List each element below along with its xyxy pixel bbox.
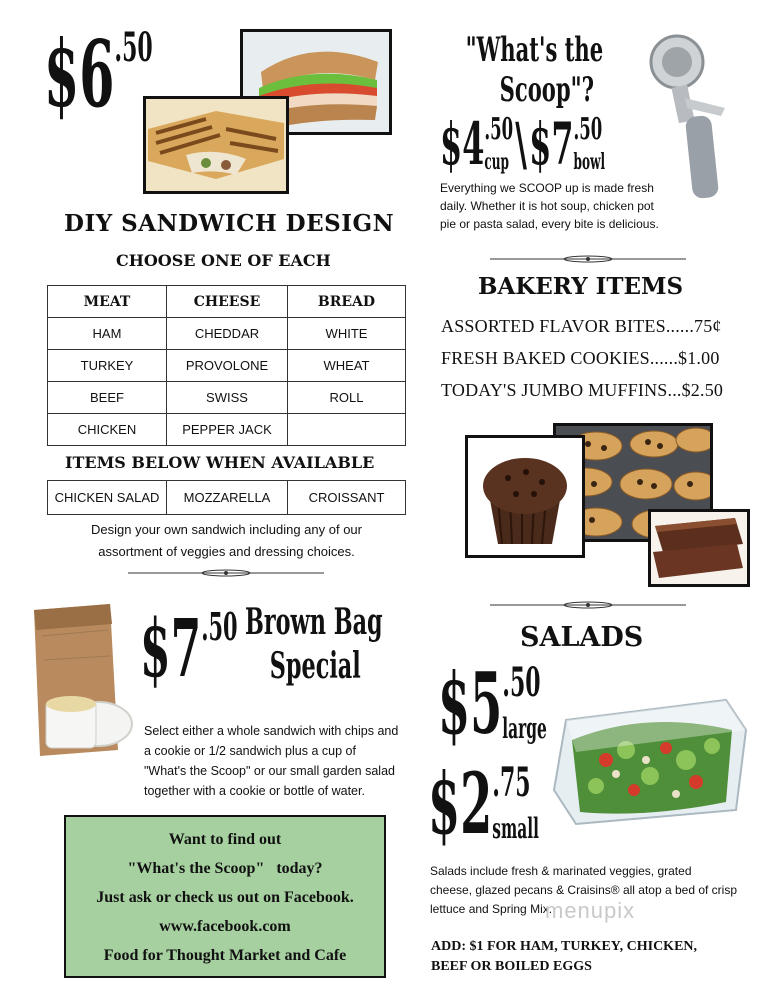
sandwich-subtitle: CHOOSE ONE OF EACH [116, 251, 331, 270]
brown-bag-description-line: "What's the Scoop" or our small garden salad [144, 764, 395, 778]
bakery-item: ASSORTED FLAVOR BITES......75¢ [441, 316, 722, 336]
table-header-cheese: CHEESE [167, 286, 288, 318]
brown-bag-title [245, 600, 383, 688]
brown-bag-description-line: Select either a whole sandwich with chips and [144, 724, 399, 738]
table-row [48, 382, 406, 414]
table-cell: CHEDDAR [167, 318, 288, 350]
available-heading: ITEMS BELOW WHEN AVAILABLE [65, 453, 375, 472]
brown-bag-price-cents: .50 [201, 604, 238, 649]
sandwich-price-dollars: $6 [44, 20, 115, 128]
table-cell: TURKEY [48, 350, 167, 382]
salads-addon-line: BEEF OR BOILED EGGS [431, 959, 592, 974]
scoop-description-line: Everything we SCOOP up is made fresh [440, 181, 654, 195]
fb-box-line: Food for Thought Market and Cafe [103, 947, 347, 964]
ornament-divider [490, 600, 686, 610]
table-cell: BEEF [48, 382, 167, 414]
scoop-prices [440, 110, 606, 178]
salad-container-illustration [546, 690, 752, 830]
fb-box-line: "What's the Scoop" today? [127, 860, 323, 877]
sandwich-description [47, 519, 406, 563]
panini-photo [143, 96, 289, 194]
table-cell: MOZZARELLA [167, 481, 288, 515]
muffin-photo [465, 435, 585, 558]
brown-bag-title-line: Brown Bag [245, 601, 383, 643]
brown-bag-illustration [28, 600, 140, 760]
fb-box-line: Just ask or check us out on Facebook. [96, 889, 354, 906]
brown-bag-price [140, 601, 238, 695]
bowl-unit: bowl [573, 149, 606, 175]
table-cell: SWISS [167, 382, 288, 414]
bowl-cents: .50 [573, 112, 603, 147]
table-row [48, 414, 406, 446]
salad-small-cents: .75 [492, 759, 531, 806]
ice-cream-scoop-icon [645, 28, 735, 202]
table-header-row [48, 286, 406, 318]
table-cell: CHICKEN [48, 414, 167, 446]
table-cell: PROVOLONE [167, 350, 288, 382]
salads-addon-line: ADD: $1 FOR HAM, TURKEY, CHICKEN, [431, 939, 698, 954]
ornament-divider [128, 568, 324, 578]
table-cell: WHEAT [288, 350, 406, 382]
sandwich-price-cents: .50 [114, 24, 153, 71]
salads-description-line: lettuce and Spring Mix. [430, 902, 553, 916]
bakery-title: BAKERY ITEMS [478, 273, 684, 300]
scoop-description-line: daily. Whether it is hot soup, chicken pot [440, 199, 654, 213]
muffin-illustration [468, 438, 582, 555]
panini-illustration [146, 99, 286, 191]
brown-bag-title-line: Special [269, 645, 361, 687]
sandwich-price [44, 20, 153, 128]
brown-bag-description-line: together with a cookie or bottle of water. [144, 784, 365, 798]
table-cell: HAM [48, 318, 167, 350]
bakery-item: TODAY'S JUMBO MUFFINS...$2.50 [441, 380, 724, 400]
bowl-dollars: $7 [529, 110, 574, 178]
salad-large-price [438, 654, 547, 753]
table-cell [288, 414, 406, 446]
salad-large-dollars: $5 [438, 654, 503, 753]
sandwich-description-line: assortment of veggies and dressing choices. [98, 544, 355, 559]
sandwich-description-line: Design your own sandwich including any of our [91, 522, 362, 537]
table-cell: CHICKEN SALAD [48, 481, 167, 515]
salads-addon [431, 937, 697, 977]
sandwich-title: DIY SANDWICH DESIGN [64, 210, 395, 237]
salad-small-unit: small [492, 812, 539, 845]
brownie-illustration [651, 512, 747, 584]
table-header-bread: BREAD [288, 286, 406, 318]
salads-description-line: cheese, glazed pecans & Craisins® all atop a bed of crisp [430, 883, 738, 897]
bakery-item: FRESH BAKED COOKIES......$1.00 [441, 348, 720, 368]
facebook-link[interactable]: www.facebook.com [159, 918, 291, 935]
salad-small-price [428, 754, 539, 853]
cup-cents: .50 [484, 112, 514, 147]
scoop-description [440, 179, 680, 233]
table-row [48, 481, 406, 515]
table-cell: WHITE [288, 318, 406, 350]
table-header-meat: MEAT [48, 286, 167, 318]
salad-large-cents: .50 [502, 659, 541, 706]
salads-title: SALADS [520, 622, 644, 653]
salad-large-unit: large [502, 712, 547, 745]
cup-unit: cup [484, 149, 510, 175]
brown-bag-price-dollars: $7 [140, 601, 202, 695]
ornament-divider [490, 254, 686, 264]
table-cell: PEPPER JACK [167, 414, 288, 446]
table-cell: CROISSANT [288, 481, 406, 515]
price-separator: \ [515, 110, 527, 178]
salads-description-line: Salads include fresh & marinated veggies, grated [430, 864, 692, 878]
scoop-description-line: pie or pasta salad, every bite is delicious. [440, 217, 659, 231]
table-cell: ROLL [288, 382, 406, 414]
menupix-watermark: menupix [545, 898, 636, 923]
available-items-table [47, 480, 406, 515]
scoop-title-line: Scoop"? [499, 70, 594, 110]
salad-small-dollars: $2 [428, 754, 493, 853]
table-row [48, 350, 406, 382]
scoop-title-line: "What's the [465, 30, 604, 70]
brown-bag-description [144, 721, 414, 801]
scoop-title [460, 30, 609, 110]
facebook-info-box [64, 815, 386, 978]
table-row [48, 318, 406, 350]
sandwich-options-table [47, 285, 406, 446]
fb-box-line: Want to find out [168, 831, 282, 848]
cup-dollars: $4 [440, 110, 485, 178]
brown-bag-description-line: a cookie or 1/2 sandwich plus a cup of [144, 744, 356, 758]
brownie-photo [648, 509, 750, 587]
